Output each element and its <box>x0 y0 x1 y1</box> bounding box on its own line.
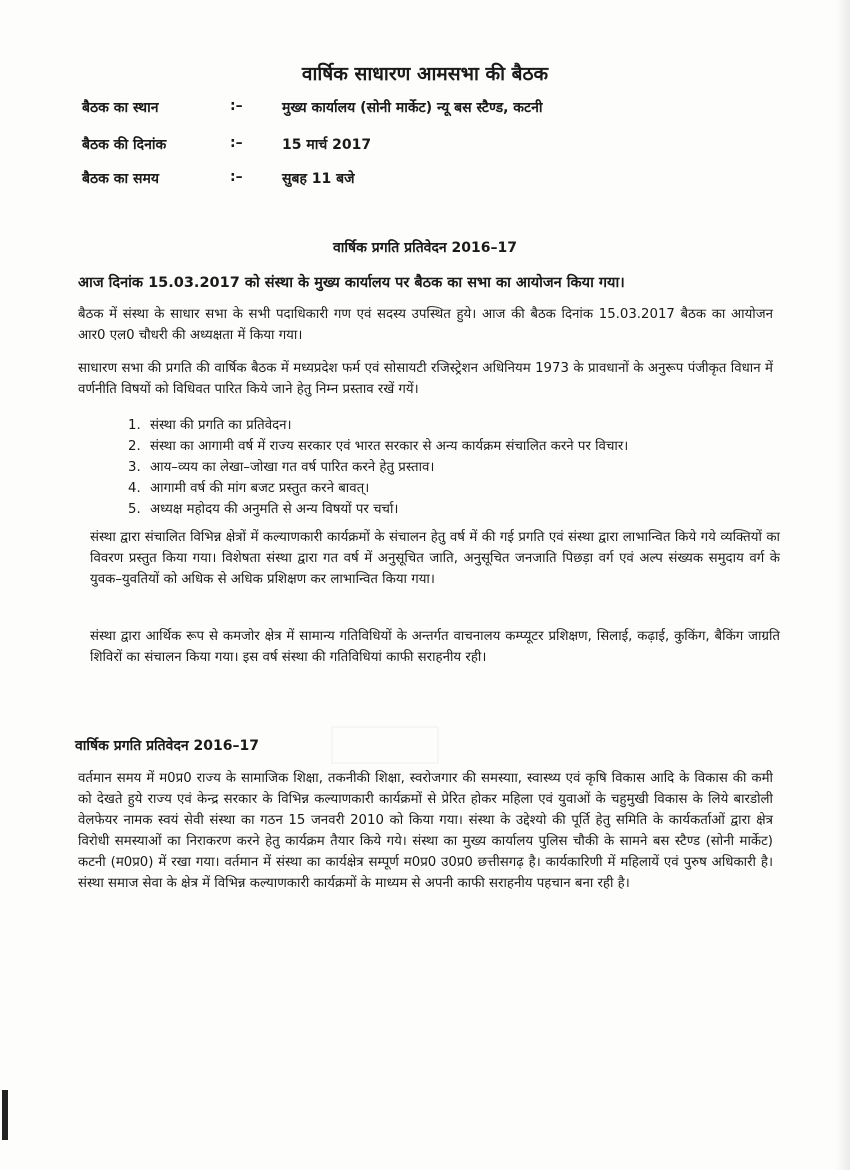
paragraph-background: वर्तमान समय में म0प्र0 राज्य के सामाजिक शिक्षा, तकनीकी शिक्षा, स्वरोजगार की समस्याा, स्वास्थ्य एवं कृषि विकास आदि के विकास की कमी को देखते हुये राज्य एवं केन्द्र सरकार के विभिन्न कल्याणकारी कार्यक्रमों से प्रेरित होकर महिला एवं युवाओं के चहुमुखी विकास के लिये बारडोली वेलफेयर नामक स्वयं सेवी संस्था का गठन 15 जनवरी 2010 को किया गया। संस्था के उद्देश्यो की पूर्ति हेतु समिति के कार्यकर्ताओं द्वारा क्षेत्र विरोधी समस्याओं का निराकरण करने हेतु कार्यक्रम तैयार किये गये। संस्था का मुख्य कार्यालय पुलिस चौकी के सामने बस स्टैण्ड (सोनी मार्केट) कटनी (म0प्र0) में रखा गया। वर्तमान में संस्था का कार्यक्षेत्र सम्पूर्ण म0प्र0 उ0प्र0 छत्तीसगढ़ है। कार्यकारिणी में महिलायें एवं पुरुष अधिकारी है। संस्था समाज सेवा के क्षेत्र में विभिन्न कल्याणकारी कार्यक्रमों के माध्यम से अपनी काफी सराहनीय पहचान बना रही है। <box>78 771 773 891</box>
meeting-date-value: 15 मार्च 2017 <box>282 137 372 153</box>
agenda-item: 3. आय–व्यय का लेखा–जोखा गत वर्ष पारित करने हेतु प्रस्ताव। <box>128 460 435 475</box>
meeting-time-row <box>82 169 782 193</box>
agenda-item: 2. संस्था का आगामी वर्ष में राज्य सरकार एवं भारत सरकार से अन्य कार्यक्रम संचालित करने पर विचार। <box>128 439 629 454</box>
meeting-time-label: बैठक का समय <box>82 171 159 187</box>
scan-artifact-mark <box>2 1090 8 1140</box>
agenda-item: 1. संस्था की प्रगति का प्रतिवेदन। <box>128 418 292 433</box>
paragraph-progress: संस्था द्वारा संचालित विभिन्न क्षेत्रों में कल्याणकारी कार्यक्रमों के संचालन हेतु वर्ष में की गई प्रगति एवं संस्था द्वारा लाभान्वित किये गये व्यक्तियों का विवरण प्रस्तुत किया गया। विशेषता संस्था द्वारा गत वर्ष में अनुसूचित जाति, अनुसूचित जनजाति पिछड़ा वर्ग एवं अल्प संख्यक समुदाय वर्ग के युवक–युवतियों को अधिक से अधिक प्रशिक्षण कर लाभान्वित किया गया। <box>90 530 780 587</box>
paragraph-activities: संस्था द्वारा आर्थिक रूप से कमजोर क्षेत्र में सामान्य गतिविधियों के अन्तर्गत वाचनालय कम्प्यूटर प्रशिक्षण, सिलाई, कढ़ाई, कुकिंग, बैकिंग जाग्रति शिविरों का संचालन किया गया। इस वर्ष संस्था की गतिविधियां काफी सराहनीय रही। <box>90 629 780 665</box>
document-title: वार्षिक साधारण आमसभा की बैठक <box>301 63 549 85</box>
meeting-place-row <box>82 98 782 122</box>
scan-edge-shadow <box>836 0 850 1170</box>
faint-stamp-impression <box>330 725 440 765</box>
meeting-place-label: बैठक का स्थान <box>82 100 159 116</box>
report-heading: वार्षिक प्रगति प्रतिवेदन 2016–17 <box>333 240 517 256</box>
lead-statement: आज दिनांक 15.03.2017 को संस्था के मुख्य कार्यालय पर बैठक का सभा का आयोजन किया गया। <box>78 275 625 291</box>
agenda-list <box>128 415 788 520</box>
meeting-time-value: सुबह 11 बजे <box>282 171 355 187</box>
paragraph-proposals-intro: साधारण सभा की प्रगति की वार्षिक बैठक में मध्यप्रदेश फर्म एवं सोसायटी रजिस्ट्रेशन अधिनियम 1973 के प्रावधानों के अनुरूप पंजीकृत विधान में वर्णनीति विषयों को विधिवत पारित किये जाने हेतु निम्न प्रस्ताव रखें गयें। <box>78 361 773 397</box>
agenda-item: 5. अध्यक्ष महोदय की अनुमति से अन्य विषयों पर चर्चा। <box>128 502 399 517</box>
meeting-date-separator: :– <box>230 135 243 151</box>
meeting-date-label: बैठक की दिनांक <box>82 137 167 153</box>
section-heading: वार्षिक प्रगति प्रतिवेदन 2016–17 <box>75 738 259 754</box>
meeting-time-separator: :– <box>230 169 243 185</box>
meeting-date-row <box>82 135 782 159</box>
paragraph-attendance: बैठक में संस्था के साधार सभा के सभी पदाधिकारी गण एवं सदस्य उपस्थित हुये। आज की बैठक दिनांक 15.03.2017 बैठक का आयोजन आर0 एल0 चौधरी की अध्यक्षता में किया गया। <box>78 307 773 343</box>
meeting-place-separator: :– <box>230 98 243 114</box>
meeting-place-value: मुख्य कार्यालय (सोनी मार्केट) न्यू बस स्टैण्ड, कटनी <box>282 100 543 116</box>
agenda-item: 4. आगामी वर्ष की मांग बजट प्रस्तुत करने बावत्। <box>128 481 370 496</box>
